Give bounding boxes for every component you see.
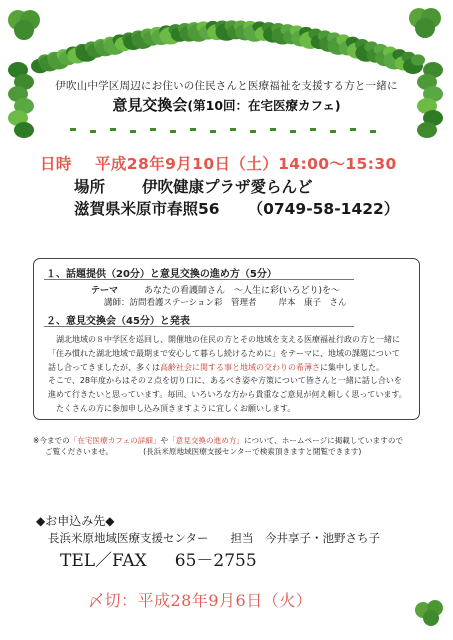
lecturer-name: 岸本 康子 さん	[278, 298, 347, 308]
deadline-text: 〆切：平成28年9月6日（火）	[88, 591, 313, 610]
place-label: 場所	[74, 178, 106, 196]
body-line: 「住み慣れた湖北地域で最期まで安心して暮らし続けるために」をテーマに、地域の課題について	[48, 348, 400, 358]
note-text: について、ホームページに掲載していますので	[244, 436, 404, 445]
telfax-number: 65－2755	[174, 551, 257, 571]
garland-dash	[130, 130, 136, 133]
body-fragment: に集中しました。	[320, 362, 384, 372]
note-text: ※今までの	[33, 436, 70, 445]
body-line: そこで、28年度からはその２点を切り口に、あるべき姿や方策について皆さんと一緒に話し合いを	[48, 376, 402, 386]
garland-dash	[310, 128, 316, 131]
garland-dash	[290, 130, 296, 133]
clover-corner-icon	[4, 6, 44, 46]
cafe-detail-link[interactable]: 「在宅医療カフェの詳細」	[69, 436, 161, 445]
program-box	[33, 258, 420, 420]
garland-dash	[210, 130, 216, 133]
garland-dash	[250, 130, 256, 133]
body-line: 進めて行きたいと思っています。毎回、いろいろな方から貴重なご意見が何え頼しく思っています。	[48, 390, 407, 400]
phone-text: （0749-58-1422）	[247, 200, 400, 218]
org-name: 長浜米原地域医療支援センター	[48, 531, 209, 545]
website-note	[33, 435, 423, 457]
event-date	[40, 152, 397, 174]
date-value: 平成28年9月10日（土）14:00～15:30	[95, 155, 397, 173]
clover-corner-icon	[405, 4, 445, 44]
highlight-text: 高齢社会に関する事と地域の交わりの希薄さ	[160, 362, 320, 372]
lecturer-role: 講師：訪問看護ステーション彩 管理者	[104, 298, 257, 308]
note-line	[33, 435, 423, 446]
apply-org	[48, 530, 380, 546]
clover-leaf	[417, 122, 437, 138]
address-text: 滋賀県米原市春照56	[74, 200, 220, 218]
theme-label: テーマ	[91, 286, 119, 296]
body-fragment: 話し合ってきましたが、多くは	[48, 362, 160, 372]
garland-dash	[70, 128, 76, 131]
note-text: や	[160, 436, 169, 445]
method-link[interactable]: 「意見交換の進め方」	[168, 436, 245, 445]
apply-heading: ◆お申込み先◆	[36, 514, 115, 528]
divider	[44, 279, 354, 280]
garland-dash	[370, 130, 376, 133]
program-body	[48, 333, 410, 416]
garland-dash	[110, 128, 116, 131]
place-value: 伊吹健康プラザ愛らんど	[142, 178, 313, 196]
contact-persons: 担当 今井享子・池野さち子	[230, 531, 381, 545]
garland-dash	[150, 128, 156, 131]
event-address	[74, 197, 399, 219]
body-line	[48, 361, 410, 375]
note-text: (長浜米原地域医療支援センターで検索頂きますと閲覧できます)	[143, 447, 362, 456]
clover-garland	[0, 0, 453, 150]
garland-dash	[270, 128, 276, 131]
section2-heading: ２、意見交換会（45分）と発表	[46, 316, 190, 327]
garland-dash	[190, 128, 196, 131]
title-main: 意見交換会	[112, 96, 188, 114]
event-place	[74, 175, 313, 197]
telfax-label: TEL／FAX	[60, 551, 147, 571]
clover-leaf	[14, 122, 34, 138]
lecturer-line	[104, 296, 347, 308]
title-sub: (第10回：在宅医療カフェ)	[187, 98, 341, 113]
clover-icon	[413, 598, 447, 628]
garland-dash	[230, 128, 236, 131]
section1-heading: １、話題提供（20分）と意見交換の進め方（5分）	[46, 269, 277, 280]
page-title	[0, 94, 453, 115]
theme-text: あなたの看護師さん ～人生に彩(いろどり)を～	[144, 286, 341, 296]
body-line: たくさんの方に参加申し込み頂きますように宜しくお願いします。	[56, 403, 296, 413]
clover-leaf	[411, 54, 425, 65]
theme-line	[91, 283, 340, 296]
intro-text: 伊吹山中学区周辺にお住いの住民さんと医療福祉を支援する方と一緒に	[55, 80, 398, 92]
note-line	[33, 446, 423, 457]
garland-dash	[170, 130, 176, 133]
body-line: 湖北地域の８中学区を巡回し、開催地の住民の方とその地域を支える医療福祉行政の方と一緒に	[56, 335, 400, 344]
garland-dash	[90, 130, 96, 133]
divider	[44, 326, 354, 327]
telfax-line	[60, 546, 257, 571]
date-label: 日時	[40, 155, 72, 173]
note-text: ご覧くださいませ。	[45, 447, 114, 456]
garland-dash	[330, 130, 336, 133]
garland-dash	[350, 128, 356, 131]
